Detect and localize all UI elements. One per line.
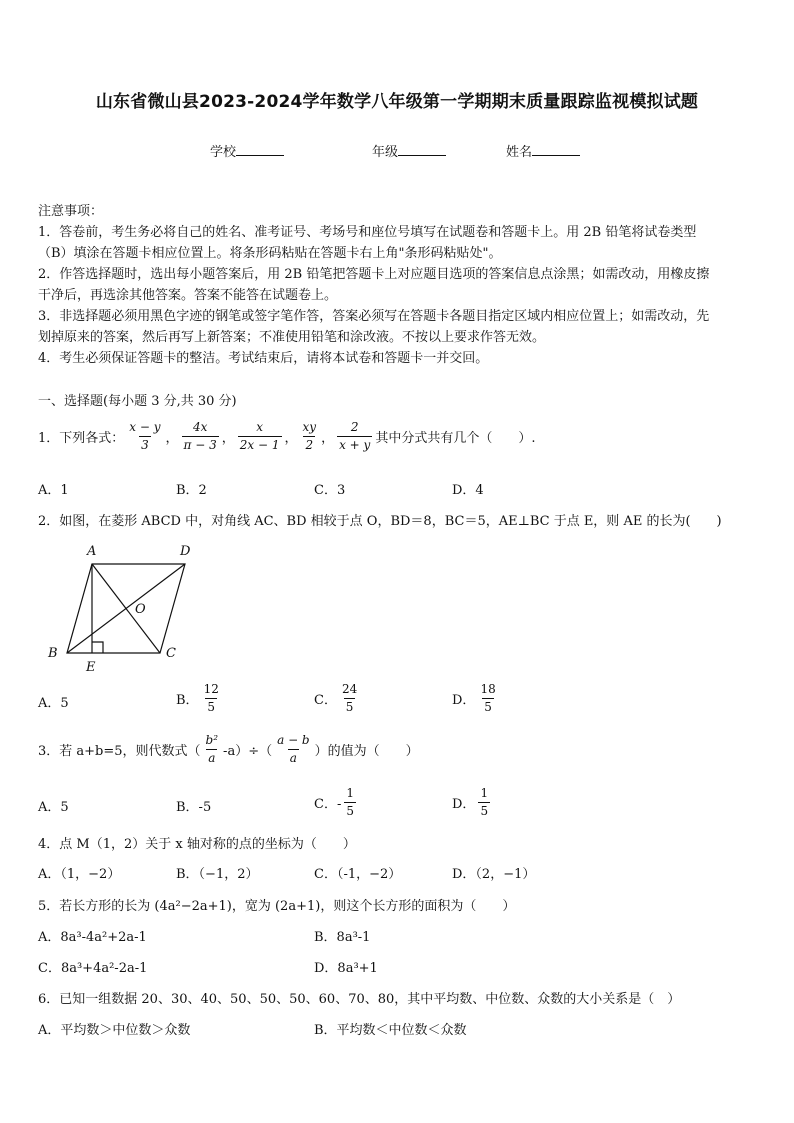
q4-option-b: B．（−1，2） [176, 867, 259, 882]
q1-prefix: 1．下列各式： [38, 431, 125, 446]
q1-option-a: A．1 [38, 483, 69, 498]
label-o: O [135, 602, 146, 617]
label-d: D [180, 544, 191, 559]
q4-option-d: D．（2，−1） [452, 867, 536, 882]
name-field [506, 141, 580, 160]
note-line: 1．答卷前，考生务必将自己的姓名、准考证号、考场号和座位号填写在试题卷和答题卡上。用 2B 铅笔将试卷类型 [38, 225, 697, 240]
q2-option-c: C． $\frac{24}{5}$ [314, 682, 358, 714]
q3-suffix: ）的值为（ ） [314, 744, 419, 759]
q5-option-d: D．8a³+1 [314, 961, 378, 976]
question-3 [38, 733, 419, 766]
name-label: 姓名 [506, 145, 533, 160]
question-1: 1．下列各式： $\frac{x - y}{3}$ ， $\frac{4x}{\pi - 3}$ ， $\frac{x}{2x - 1}$ ， $\frac{xy}{2}$ ， $\frac{2}{x + y}$ 其中分式共有几个（ ）. [38, 420, 536, 452]
q3-option-a: A．5 [38, 800, 69, 815]
q1-suffix: 其中分式共有几个（ ）. [375, 431, 536, 446]
label-a: A [87, 544, 97, 559]
q5-option-b: B．8a³-1 [314, 930, 371, 945]
q1-option-b: B．2 [176, 483, 207, 498]
q1-fraction-2: $\frac{4x}{\pi - 3}$ [183, 420, 217, 452]
section-heading: 一、选择题(每小题 3 分,共 30 分) [38, 394, 237, 409]
right-angle-mark [92, 642, 103, 653]
question-2: 2．如图，在菱形 ABCD 中，对角线 AC、BD 相较于点 O，BD＝8，BC＝5，AE⊥BC 于点 E，则 AE 的长为( ) [38, 514, 722, 529]
q3-option-b: B．-5 [176, 800, 212, 815]
question-4: 4．点 M（1，2）关于 x 轴对称的点的坐标为（ ） [38, 837, 356, 852]
q4-option-a: A．（1，−2） [38, 867, 121, 882]
q1-fraction-1: $\frac{x - y}{3}$ [129, 420, 161, 452]
school-blank [236, 143, 284, 156]
name-blank [532, 143, 580, 156]
q6-option-b: B．平均数＜中位数＜众数 [314, 1023, 467, 1038]
question-5: 5．若长方形的长为 (4a²−2a+1)，宽为 (2a+1)，则这个长方形的面积为（ ） [38, 899, 516, 914]
q1-option-c: C．3 [314, 483, 346, 498]
label-e: E [86, 660, 96, 675]
note-line: 3．非选择题必须用黑色字迹的钢笔或签字笔作答，答案必须写在答题卡各题目指定区域内相应位置上；如需改动，先 [38, 309, 710, 324]
q2-option-a: A．5 [38, 696, 69, 711]
grade-label: 年级 [372, 145, 399, 160]
q1-option-d: D．4 [452, 483, 484, 498]
q1-fraction-5: $\frac{2}{x + y}$ [339, 420, 371, 452]
note-line: 干净后，再选涂其他答案。答案不能答在试题卷上。 [38, 288, 338, 303]
question-6: 6．已知一组数据 20、30、40、50、50、50、60、70、80，其中平均数、中位数、众数的大小关系是（ ） [38, 992, 681, 1007]
q1-fraction-3: $\frac{x}{2x - 1}$ [239, 420, 280, 452]
q3-option-d: D． $\frac{1}{5}$ [452, 786, 489, 818]
q5-option-c: C．8a³+4a²-2a-1 [38, 961, 148, 976]
q1-fraction-4: $\frac{xy}{2}$ [302, 420, 317, 452]
school-label: 学校 [210, 145, 237, 160]
diagonal-bd [67, 564, 185, 653]
notes-heading: 注意事项： [38, 204, 104, 219]
note-line: （B）填涂在答题卡相应位置上。将条形码粘贴在答题卡右上角"条形码粘贴处"。 [38, 246, 502, 261]
note-line: 划掉原来的答案，然后再写上新答案；不准使用铅笔和涂改液。不按以上要求作答无效。 [38, 330, 546, 345]
note-line: 4．考生必须保证答题卡的整洁。考试结束后，请将本试卷和答题卡一并交回。 [38, 351, 489, 366]
q3-option-c: C．- $\frac{1}{5}$ [314, 786, 354, 818]
q5-option-a: A．8a³-4a²+2a-1 [38, 930, 147, 945]
q4-option-c: C．（-1，−2） [314, 867, 402, 882]
page-title: 山东省微山县2023-2024学年数学八年级第一学期期末质量跟踪监视模拟试题 [95, 92, 699, 112]
grade-blank [398, 143, 446, 156]
q3-fraction-2: $\frac{a - b}{a}$ [277, 733, 310, 765]
label-b: B [48, 646, 58, 661]
grade-field [372, 141, 446, 160]
rhombus-figure [40, 540, 210, 675]
q3-prefix: 3．若 a+b=5，则代数式（ [38, 744, 201, 759]
q3-fraction-1: $\frac{\text{b²}}{a}$ [205, 733, 219, 765]
q3-middle: -a）÷（ [223, 744, 273, 759]
q2-option-b: B． $\frac{12}{5}$ [176, 682, 219, 714]
q2-option-d: D． $\frac{18}{5}$ [452, 682, 496, 714]
q6-option-a: A．平均数＞中位数＞众数 [38, 1023, 191, 1038]
label-c: C [166, 646, 176, 661]
school-field [210, 141, 284, 160]
note-line: 2．作答选择题时，选出每小题答案后，用 2B 铅笔把答题卡上对应题目选项的答案信息点涂黑；如需改动，用橡皮擦 [38, 267, 710, 282]
